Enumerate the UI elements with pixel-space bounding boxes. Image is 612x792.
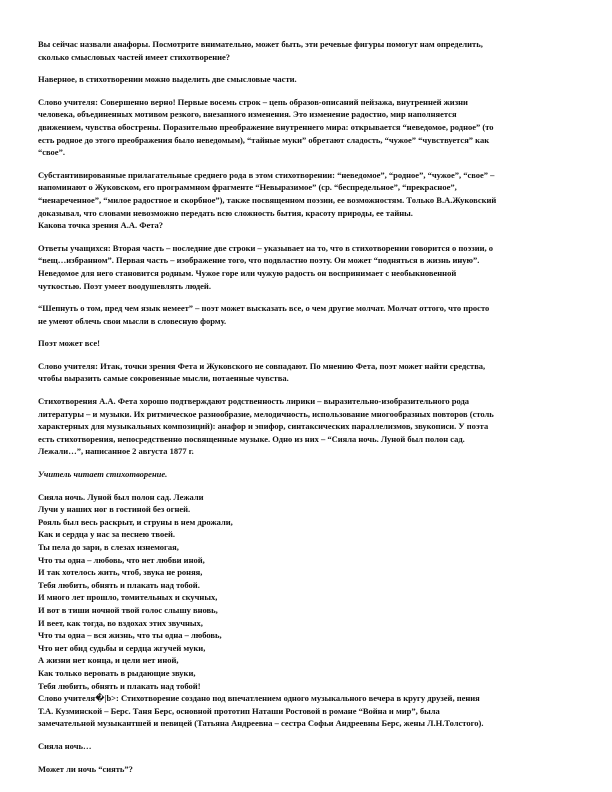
poem-line: А жизни нет конца, и цели нет иной, <box>38 655 179 666</box>
poem <box>38 491 574 693</box>
poem-line: И веет, как тогда, во вздохах этих звучных, <box>38 617 203 628</box>
poem-line: Тебя любить, обнять и плакать над тобой. <box>38 579 200 590</box>
poem-line: Что ты одна – вся жизнь, что ты одна – любовь, <box>38 630 222 641</box>
poem-line: Рояль был весь раскрыт, и струны в нем дрожали, <box>38 516 233 527</box>
paragraph-poet-can-all: Поэт может все! <box>38 338 100 349</box>
poem-line: Как только веровать в рыдающие звуки, <box>38 667 196 678</box>
paragraph-whisper-quote: “Шепнуть о том, пред чем язык немеет” – поэт может высказать все, о чем другие молчат. Молчат оттого, что просто не умеют облечь свои мысли в словесную форму. <box>38 303 490 326</box>
poem-line: Тебя любить, обнять и плакать над тобой! <box>38 680 201 691</box>
poem-line: И вот в тиши ночной твой голос слышу вновь, <box>38 604 218 615</box>
paragraph-fet-music: Стихотворения А.А. Фета хорошо подтверждают родственность лирики – выразительно-изобразительного рода литературы – и музыки. Их ритмическое разнообразие, мелодичность, использование многообразных повторов (столь характерных для музыкальных композиций): анафор и эпифор, синтаксических параллелизмов, звукописи. У поэта есть стихотворения, непосредственно посвященные музыке. Одно из них – “Сияла ночь. Луной был полон сад. Лежали…”, написанное 2 августа 1877 г. <box>38 396 494 457</box>
teacher-reads-caption: Учитель читает стихотворение. <box>38 469 168 480</box>
poem-line: Ты пела до зари, в слезах изнемогая, <box>38 542 179 552</box>
paragraph-teacher-fet-zhukovsky: Слово учителя: Итак, точки зрения Фета и Жуковского не совпадают. По мнению Фета, поэт может найти средства, чтобы выразить самые сокровенные мысли, потаенные чувства. <box>38 360 486 384</box>
paragraph-substantivized-adjectives: Субстантивированные прилагательные среднего рода в этом стихотворении: “неведомое”, “родное”, “чужое”, “свое” – напоминают о Жуковском, его программном фрагменте “Невыразимое” (ср. “беспредельное”, “прекрасное”, “ненареченное”, “милое радостное и скорбное”), также посвященном поэзии, ее возможностям. Только В.А.Жуковский доказывал, что словами невозможно передать всю сложность бытия, красоту природы, ее тайны. Какова точка зрения А.А. Фета? <box>38 169 497 231</box>
paragraph-anaphora-question: Вы сейчас назвали анафоры. Посмотрите внимательно, может быть, эти речевые фигуры помогут нам определить, сколько смысловых частей имеет стихотворение? <box>38 39 483 62</box>
poem-line: Как и сердца у нас за песнею твоей. <box>38 529 175 540</box>
poem-line: Лучи у наших ног в гостиной без огней. <box>38 504 191 515</box>
paragraph-teacher-bers: Слово учителя�|b>: Стихотворение создано под впечатлением одного музыкального вечера в кругу друзей, пения Т.А. Кузминской – Берс. Таня Берс, основной прототип Наташи Ростовой в романе “Война и мир”, была замечательной музыкантшей и певицей (Татьяна Андреевна – сестра Софьи Андреевны Берс, жены Л.Н.Толстого). <box>38 693 484 729</box>
poem-line: Что ты одна – любовь, что нет любви иной, <box>38 554 205 565</box>
poem-line: Что нет обид судьбы и сердца жгучей муки, <box>38 642 206 653</box>
poem-line: И много лет прошло, томительных и скучных, <box>38 592 218 603</box>
paragraph-night-shone: Сияла ночь… <box>38 740 92 751</box>
paragraph-two-parts: Наверное, в стихотворении можно выделить две смысловые части. <box>38 74 297 85</box>
paragraph-can-night-shine: Может ли ночь “сиять”? <box>38 763 133 774</box>
poem-line: Сияла ночь. Луной был полон сад. Лежали <box>38 491 204 502</box>
poem-line: И так хотелось жить, чтоб, звука не роняя, <box>38 567 203 578</box>
paragraph-teacher-first-part: Слово учителя: Совершенно верно! Первые восемь строк – цепь образов-описаний пейзажа, внутренней жизни человека, объединенных мотивом резкого, внезапного изменения. Это изменение радостно, мир наполняется движением, чувства обострены. Поразительно преображение внутреннего мира: открывается “неведомое, родное” (то есть родное до этого преображения было неведомым), “тайные муки” обретают сладость, “чужое” “чувствуется” как “свое”. <box>38 96 494 158</box>
paragraph-student-answers: Ответы учащихся: Вторая часть – последние две строки – указывает на то, что в стихотворении говорится о поэзии, о “вещ…избранном”. Первая часть – изображение того, что подвластно поэту. Он может “подняться в жизнь иную”. Неведомое для него становится родным. Чужое горе или чужую радость он воспринимает с необыкновенной чуткостью. Поэт умеет воодушевлять людей. <box>38 242 493 291</box>
